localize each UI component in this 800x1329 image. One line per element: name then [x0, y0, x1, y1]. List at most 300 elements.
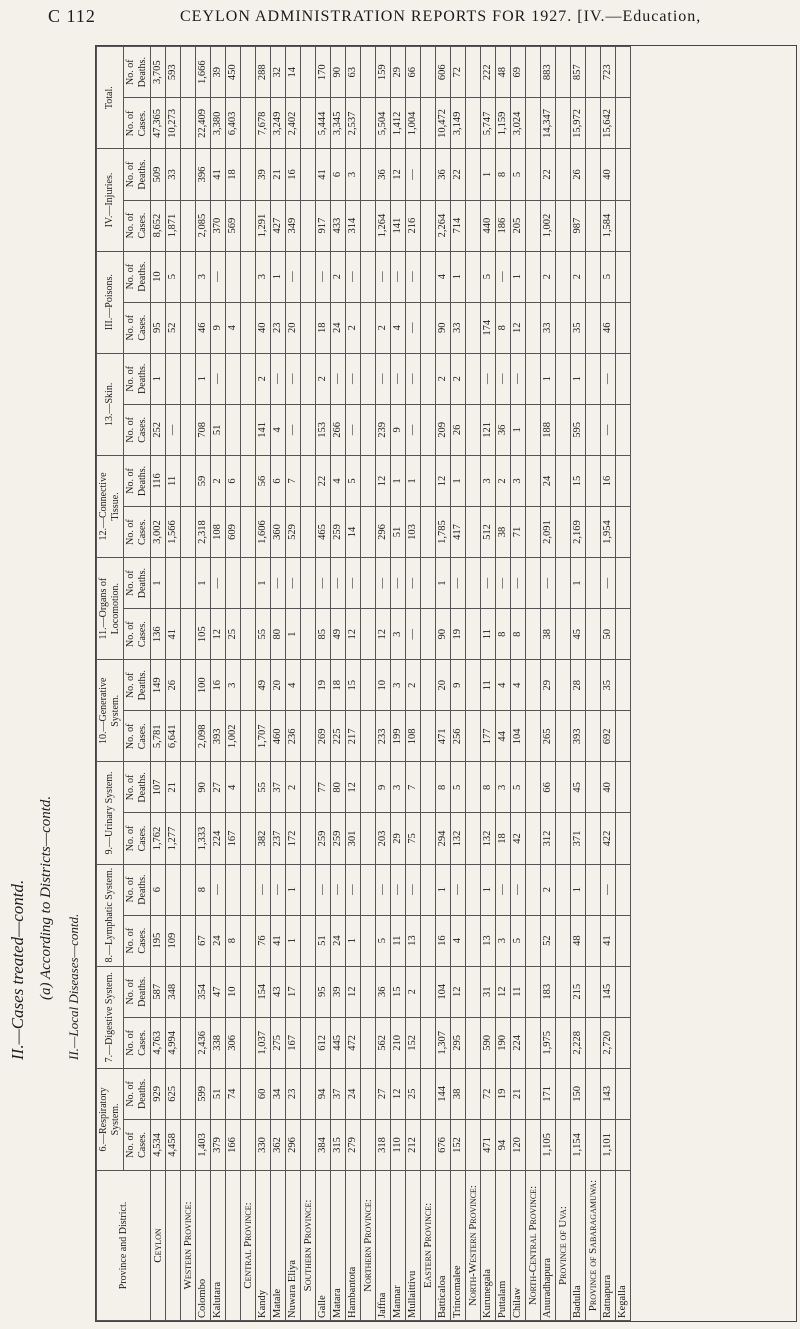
table-cell: 295	[451, 1017, 466, 1068]
table-cell: —	[316, 251, 331, 302]
table-cell: 472	[346, 1017, 361, 1068]
table-cell: 217	[346, 711, 361, 762]
table-cell: 94	[316, 1068, 331, 1119]
table-cell: 8,652	[151, 200, 166, 251]
table-cell	[421, 558, 436, 609]
group-header: 13.—Skin.	[97, 353, 124, 455]
table-cell	[616, 149, 631, 200]
table-cell: 275	[271, 1017, 286, 1068]
table-cell: —	[406, 404, 421, 455]
table-cell	[526, 1017, 541, 1068]
table-cell	[586, 609, 601, 660]
table-cell: 2,228	[571, 1017, 586, 1068]
table-cell: 236	[286, 711, 301, 762]
table-cell: 1	[346, 915, 361, 966]
table-cell	[556, 966, 571, 1017]
table-cell	[466, 455, 481, 506]
district-name: Ratnapura	[601, 1171, 616, 1321]
table-cell: 38	[541, 609, 556, 660]
table-cell: 5,504	[376, 98, 391, 149]
table-cell	[556, 660, 571, 711]
group-header: 6.—Respiratory System.	[97, 1068, 124, 1170]
table-cell	[616, 558, 631, 609]
table-cell: —	[391, 251, 406, 302]
district-name: Anuradhapura	[541, 1171, 556, 1321]
table-cell: 883	[541, 47, 556, 98]
table-cell: 612	[316, 1017, 331, 1068]
table-cell	[526, 98, 541, 149]
table-cell: 929	[151, 1068, 166, 1119]
table-cell: 33	[541, 302, 556, 353]
table-cell: 1	[541, 353, 556, 404]
table-cell: 35	[571, 302, 586, 353]
table-cell	[586, 98, 601, 149]
table-cell	[616, 1068, 631, 1119]
table-cell: 2	[376, 302, 391, 353]
table-cell	[526, 302, 541, 353]
table-cell: 5	[346, 455, 361, 506]
table-cell: —	[346, 558, 361, 609]
table-cell: 12	[436, 455, 451, 506]
table-cell: 417	[451, 506, 466, 557]
table-cell	[421, 609, 436, 660]
table-cell	[241, 506, 256, 557]
table-cell	[181, 558, 196, 609]
table-cell: 445	[331, 1017, 346, 1068]
table-cell: 465	[316, 506, 331, 557]
deaths-subheader: No. of Deaths.	[124, 966, 151, 1017]
table-cell	[526, 660, 541, 711]
table-cell: 40	[256, 302, 271, 353]
table-cell	[361, 762, 376, 813]
table-cell: —	[271, 353, 286, 404]
table-cell	[241, 864, 256, 915]
table-cell: 33	[166, 149, 181, 200]
table-cell	[556, 149, 571, 200]
table-cell: 422	[601, 813, 616, 864]
table-cell	[616, 915, 631, 966]
table-row	[451, 47, 466, 1321]
table-cell: 4	[451, 915, 466, 966]
table-cell: 12	[391, 149, 406, 200]
table-cell: 1,307	[436, 1017, 451, 1068]
table-cell	[421, 762, 436, 813]
table-cell: 48	[571, 915, 586, 966]
table-cell	[301, 98, 316, 149]
table-cell: 104	[511, 711, 526, 762]
table-cell	[556, 711, 571, 762]
table-cell	[526, 762, 541, 813]
district-name: Puttalam	[496, 1171, 511, 1321]
table-cell: 1	[571, 558, 586, 609]
table-cell: 3	[496, 915, 511, 966]
table-cell: 2	[316, 353, 331, 404]
table-cell: 24	[331, 302, 346, 353]
table-cell: 259	[331, 506, 346, 557]
table-cell: 12	[211, 609, 226, 660]
table-cell: 371	[571, 813, 586, 864]
province-heading: Southern Province:	[301, 1171, 316, 1321]
table-cell: 105	[196, 609, 211, 660]
table-cell: —	[406, 149, 421, 200]
table-cell: 59	[196, 455, 211, 506]
table-cell	[241, 1119, 256, 1170]
table-cell	[586, 353, 601, 404]
table-cell: —	[256, 864, 271, 915]
table-cell	[361, 609, 376, 660]
table-cell: —	[496, 864, 511, 915]
table-cell: 170	[316, 47, 331, 98]
cases-subheader: No. of Cases.	[124, 302, 151, 353]
page-header	[0, 0, 800, 40]
table-cell: 1,264	[376, 200, 391, 251]
table-cell: 3,705	[151, 47, 166, 98]
table-cell: 4	[226, 762, 241, 813]
table-cell	[226, 558, 241, 609]
table-cell: 676	[436, 1119, 451, 1170]
table-cell	[556, 200, 571, 251]
table-cell	[616, 98, 631, 149]
table-row	[241, 47, 256, 1321]
district-name: Hambantota	[346, 1171, 361, 1321]
table-cell	[361, 47, 376, 98]
table-cell	[421, 251, 436, 302]
table-cell: 12	[346, 609, 361, 660]
table-cell	[556, 813, 571, 864]
table-cell: 29	[541, 660, 556, 711]
table-cell: 109	[166, 915, 181, 966]
table-cell: 338	[211, 1017, 226, 1068]
table-cell: 595	[571, 404, 586, 455]
table-cell	[616, 47, 631, 98]
table-cell	[616, 455, 631, 506]
table-cell	[181, 47, 196, 98]
table-cell	[556, 47, 571, 98]
table-cell: 5	[511, 149, 526, 200]
table-cell: —	[406, 558, 421, 609]
table-cell: 1,975	[541, 1017, 556, 1068]
table-cell: 24	[211, 915, 226, 966]
table-cell: 41	[271, 915, 286, 966]
table-cell: —	[166, 404, 181, 455]
table-cell	[226, 353, 241, 404]
table-cell	[241, 353, 256, 404]
table-cell: 1,105	[541, 1119, 556, 1170]
table-cell: 205	[511, 200, 526, 251]
table-cell: 8	[481, 762, 496, 813]
district-name: Badulla	[571, 1171, 586, 1321]
table-cell	[466, 353, 481, 404]
table-cell: 5,781	[151, 711, 166, 762]
table-cell	[301, 609, 316, 660]
table-cell: —	[496, 353, 511, 404]
table-cell: 13	[481, 915, 496, 966]
province-heading: Northern Province:	[361, 1171, 376, 1321]
table-cell: 13	[406, 915, 421, 966]
table-cell: 11	[481, 660, 496, 711]
table-cell	[466, 1068, 481, 1119]
table-cell: 167	[286, 1017, 301, 1068]
table-cell: 3,380	[211, 98, 226, 149]
table-cell: 167	[226, 813, 241, 864]
table-cell: 3	[346, 149, 361, 200]
table-cell	[421, 711, 436, 762]
table-cell: 433	[331, 200, 346, 251]
table-cell	[556, 1119, 571, 1170]
table-cell	[181, 813, 196, 864]
district-name: Batticaloa	[436, 1171, 451, 1321]
table-cell: 233	[376, 711, 391, 762]
table-cell: 2	[406, 966, 421, 1017]
table-cell: 29	[391, 47, 406, 98]
table-cell: 1	[271, 251, 286, 302]
table-cell: 4	[391, 302, 406, 353]
table-cell	[466, 558, 481, 609]
deaths-subheader: No. of Deaths.	[124, 353, 151, 404]
table-cell: 708	[196, 404, 211, 455]
table-cell: 46	[196, 302, 211, 353]
table-cell: 1	[511, 404, 526, 455]
table-cell	[241, 711, 256, 762]
table-row	[556, 47, 571, 1321]
table-cell	[301, 660, 316, 711]
table-cell: 18	[331, 660, 346, 711]
table-cell: 6	[271, 455, 286, 506]
group-header: 12.—Connective Tissue.	[97, 455, 124, 557]
table-cell	[466, 1017, 481, 1068]
table-cell: 1	[436, 864, 451, 915]
table-cell: 144	[436, 1068, 451, 1119]
table-cell: 3,002	[151, 506, 166, 557]
table-cell: 5	[511, 915, 526, 966]
table-cell: —	[406, 353, 421, 404]
table-cell: 44	[496, 711, 511, 762]
table-cell: —	[376, 558, 391, 609]
table-cell: —	[451, 864, 466, 915]
table-cell	[556, 558, 571, 609]
table-cell	[466, 149, 481, 200]
table-cell: —	[286, 353, 301, 404]
table-cell: 3	[391, 609, 406, 660]
province-heading: North-Western Province:	[466, 1171, 481, 1321]
table-cell: 47	[211, 966, 226, 1017]
table-cell: 209	[436, 404, 451, 455]
table-cell: 222	[481, 47, 496, 98]
table-cell: 1,291	[256, 200, 271, 251]
table-cell: 172	[286, 813, 301, 864]
table-cell: 2,318	[196, 506, 211, 557]
table-cell: —	[286, 558, 301, 609]
table-cell: 562	[376, 1017, 391, 1068]
table-cell	[421, 966, 436, 1017]
table-cell: 3	[496, 762, 511, 813]
deaths-subheader: No. of Deaths.	[124, 558, 151, 609]
table-cell: 26	[166, 660, 181, 711]
table-cell: 2	[286, 762, 301, 813]
table-cell: 714	[451, 200, 466, 251]
table-row	[316, 47, 331, 1321]
deaths-subheader: No. of Deaths.	[124, 149, 151, 200]
table-cell	[616, 1119, 631, 1170]
table-cell: 8	[196, 864, 211, 915]
table-cell	[556, 1017, 571, 1068]
table-cell: —	[346, 251, 361, 302]
deaths-subheader: No. of Deaths.	[124, 47, 151, 98]
table-cell: 10,273	[166, 98, 181, 149]
table-cell: 14,347	[541, 98, 556, 149]
table-cell: 269	[316, 711, 331, 762]
table-cell: 45	[571, 762, 586, 813]
table-cell	[241, 302, 256, 353]
table-cell: 4,534	[151, 1119, 166, 1170]
table-cell: 1,606	[256, 506, 271, 557]
table-cell: 12	[376, 609, 391, 660]
table-cell: —	[376, 251, 391, 302]
table-cell: 24	[331, 915, 346, 966]
table-cell	[301, 558, 316, 609]
table-cell: —	[346, 404, 361, 455]
table-cell: 95	[316, 966, 331, 1017]
table-cell: 8	[496, 302, 511, 353]
table-cell	[181, 302, 196, 353]
table-row	[226, 47, 241, 1321]
table-cell: 39	[256, 149, 271, 200]
table-cell: 7	[286, 455, 301, 506]
table-cell	[586, 558, 601, 609]
table-cell	[301, 711, 316, 762]
table-cell: 12	[391, 1068, 406, 1119]
table-cell: 8	[496, 609, 511, 660]
table-cell	[361, 149, 376, 200]
table-row	[421, 47, 436, 1321]
table-cell: 1,037	[256, 1017, 271, 1068]
table-cell: 110	[391, 1119, 406, 1170]
table-cell: 266	[331, 404, 346, 455]
table-cell: 318	[376, 1119, 391, 1170]
table-cell: 587	[151, 966, 166, 1017]
table-cell: 4	[496, 660, 511, 711]
table-cell: 5,444	[316, 98, 331, 149]
table-row	[406, 47, 421, 1321]
table-cell: 857	[571, 47, 586, 98]
table-cell	[586, 1068, 601, 1119]
table-cell: —	[211, 864, 226, 915]
table-cell	[556, 404, 571, 455]
table-cell: 3	[226, 660, 241, 711]
table-cell	[241, 660, 256, 711]
table-cell: 25	[406, 1068, 421, 1119]
table-cell	[421, 353, 436, 404]
table-cell	[556, 915, 571, 966]
table-cell	[466, 813, 481, 864]
table-cell: 24	[346, 1068, 361, 1119]
table-cell: —	[541, 558, 556, 609]
table-cell: 349	[286, 200, 301, 251]
table-cell	[466, 660, 481, 711]
table-cell: 354	[196, 966, 211, 1017]
table-cell: 11	[481, 609, 496, 660]
table-cell	[301, 200, 316, 251]
table-cell: 8	[496, 149, 511, 200]
table-cell: 141	[256, 404, 271, 455]
table-cell: 252	[151, 404, 166, 455]
table-cell	[466, 47, 481, 98]
table-cell: 370	[211, 200, 226, 251]
table-row	[571, 47, 586, 1321]
table-cell: 625	[166, 1068, 181, 1119]
table-cell: 1	[151, 558, 166, 609]
table-cell: 46	[601, 302, 616, 353]
cases-subheader: No. of Cases.	[124, 915, 151, 966]
cases-subheader: No. of Cases.	[124, 609, 151, 660]
table-cell	[241, 404, 256, 455]
cases-subheader: No. of Cases.	[124, 200, 151, 251]
table-cell: 692	[601, 711, 616, 762]
table-cell	[526, 711, 541, 762]
table-cell: 3	[391, 762, 406, 813]
table-cell: 55	[256, 762, 271, 813]
table-cell	[586, 762, 601, 813]
table-cell: 121	[481, 404, 496, 455]
table-cell: 23	[271, 302, 286, 353]
table-cell: 26	[451, 404, 466, 455]
table-cell: 152	[406, 1017, 421, 1068]
table-cell: 593	[166, 47, 181, 98]
table-row	[361, 47, 376, 1321]
table-cell	[241, 609, 256, 660]
table-cell	[301, 1017, 316, 1068]
district-name: Jaffna	[376, 1171, 391, 1321]
table-cell: 22	[451, 149, 466, 200]
table-cell: 512	[481, 506, 496, 557]
table-row	[331, 47, 346, 1321]
table-cell: 76	[256, 915, 271, 966]
table-cell: 108	[406, 711, 421, 762]
table-cell: —	[271, 864, 286, 915]
table-cell: 71	[511, 506, 526, 557]
province-heading: Central Province:	[241, 1171, 256, 1321]
table-cell: —	[601, 353, 616, 404]
table-cell: 27	[211, 762, 226, 813]
table-cell: 28	[571, 660, 586, 711]
table-cell: 41	[166, 609, 181, 660]
table-cell: 132	[451, 813, 466, 864]
deaths-subheader: No. of Deaths.	[124, 251, 151, 302]
district-name: Mannar	[391, 1171, 406, 1321]
table-cell: 15,972	[571, 98, 586, 149]
table-cell: 1	[151, 353, 166, 404]
table-cell: —	[391, 864, 406, 915]
table-cell: 33	[451, 302, 466, 353]
table-cell	[586, 1017, 601, 1068]
table-cell: 224	[211, 813, 226, 864]
table-cell: 3	[481, 455, 496, 506]
table-cell: 2	[436, 353, 451, 404]
table-cell	[421, 506, 436, 557]
table-cell: 1	[286, 609, 301, 660]
table-cell: —	[286, 404, 301, 455]
table-cell: 174	[481, 302, 496, 353]
table-cell: 3	[256, 251, 271, 302]
province-heading: Ceylon	[151, 1171, 166, 1321]
table-cell: 120	[511, 1119, 526, 1170]
table-cell	[466, 966, 481, 1017]
table-cell	[556, 302, 571, 353]
table-cell	[181, 200, 196, 251]
table-cell	[361, 966, 376, 1017]
table-cell: 1,333	[196, 813, 211, 864]
table-cell	[226, 864, 241, 915]
